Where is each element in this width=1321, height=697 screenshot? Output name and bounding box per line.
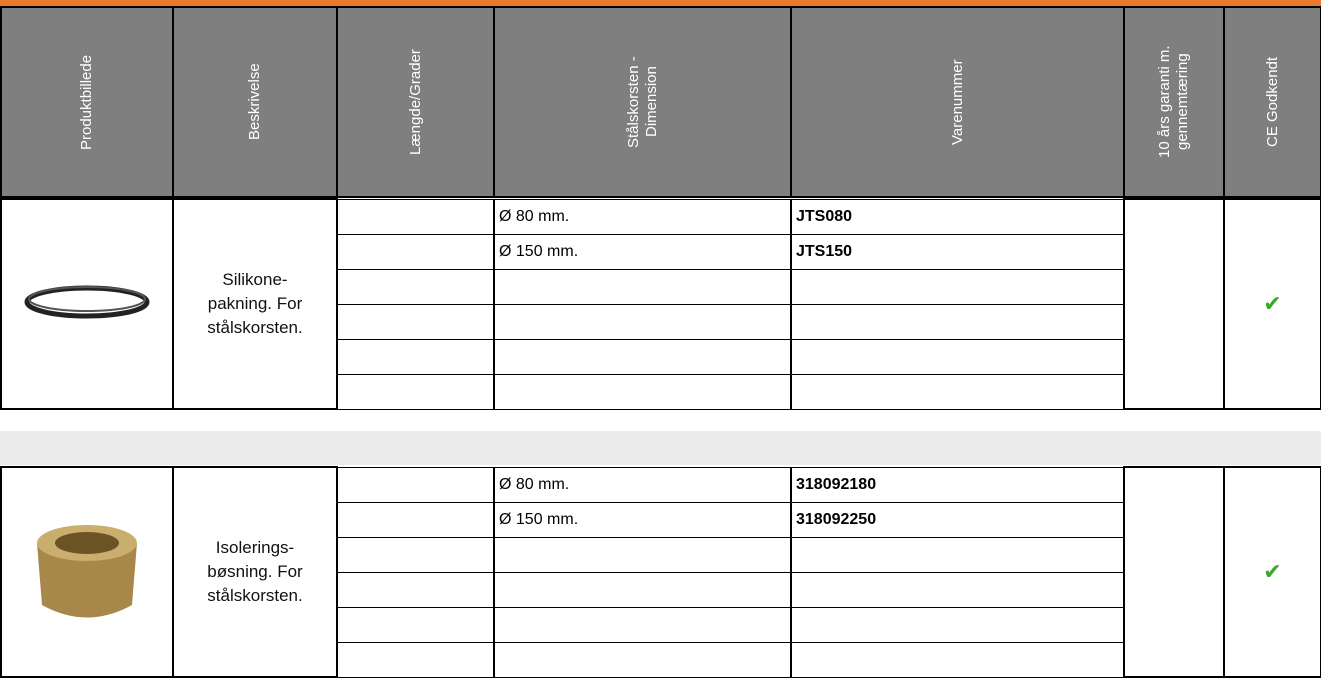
header-length-label: Længde/Grader [406,49,424,155]
length-cell [337,537,494,572]
header-ce-label: CE Godkendt [1263,56,1281,148]
length-cell [337,572,494,607]
insulation-sleeve-icon [22,505,152,635]
header-dimension-label: Stålskorsten - Dimension [624,56,660,148]
length-cell [337,339,494,374]
dimension-cell [494,339,791,374]
warranty-cell [1124,199,1224,409]
check-icon: ✔ [1263,559,1282,584]
item-number-cell [791,304,1124,339]
warranty-cell [1124,467,1224,677]
header-dimension [494,7,791,197]
header-length [337,7,494,197]
header-row [0,6,1321,198]
item-number-cell [791,374,1124,409]
gasket-ring-icon [22,277,152,327]
item-number-cell: 318092180 [791,467,1124,502]
header-image [1,7,173,197]
header-item-number [791,7,1124,197]
item-number-cell [791,572,1124,607]
length-cell [337,269,494,304]
product-image-cell [1,467,173,677]
item-number-cell [791,642,1124,677]
dimension-cell [494,537,791,572]
product-description: Isolerings- bøsning. For stålskorsten. [173,467,337,677]
dimension-cell [494,269,791,304]
product-table-2 [0,466,1321,678]
ce-cell [1224,199,1321,409]
dimension-cell: Ø 150 mm. [494,234,791,269]
dimension-cell [494,304,791,339]
product-image-cell [1,199,173,409]
length-cell [337,642,494,677]
header-description-label: Beskrivelse [246,63,263,141]
header-item-number-label: Varenummer [948,59,966,145]
length-cell [337,199,494,234]
ce-cell [1224,467,1321,677]
header-warranty [1124,7,1224,197]
item-number-cell [791,607,1124,642]
length-cell [337,304,494,339]
item-number-cell: JTS080 [791,199,1124,234]
item-number-cell [791,269,1124,304]
header-ce [1224,7,1321,197]
length-cell [337,374,494,409]
item-number-cell [791,339,1124,374]
header-image-label: Produktbillede [78,54,95,150]
header-warranty-label: 10 års garanti m. gennemtæring [1156,45,1191,159]
dimension-cell [494,374,791,409]
dimension-cell: Ø 80 mm. [494,467,791,502]
item-number-cell [791,537,1124,572]
dimension-cell: Ø 80 mm. [494,199,791,234]
dimension-cell: Ø 150 mm. [494,502,791,537]
length-cell [337,467,494,502]
dimension-cell [494,572,791,607]
dimension-cell [494,642,791,677]
length-cell [337,502,494,537]
product-table-1 [0,198,1321,410]
length-cell [337,234,494,269]
dimension-cell [494,607,791,642]
product-description: Silikone- pakning. For stålskorsten. [173,199,337,409]
length-cell [337,607,494,642]
item-number-cell: 318092250 [791,502,1124,537]
item-number-cell: JTS150 [791,234,1124,269]
check-icon: ✔ [1263,291,1282,316]
section-separator [0,431,1321,465]
header-description [173,7,337,197]
